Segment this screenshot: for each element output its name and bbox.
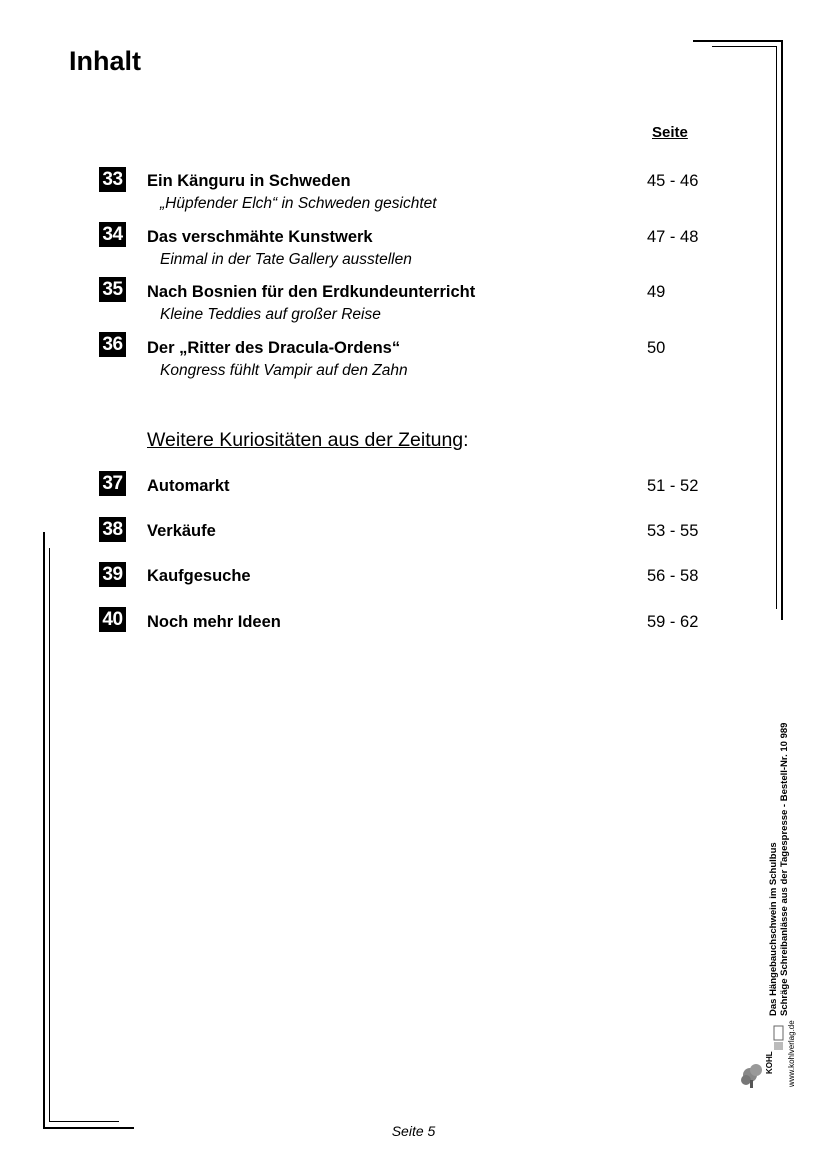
entry-number: 36 bbox=[99, 332, 126, 357]
entry-pages: 56 - 58 bbox=[647, 567, 699, 585]
page-column-header: Seite bbox=[652, 124, 688, 141]
entry-number: 38 bbox=[99, 517, 126, 542]
publisher-sidebar bbox=[768, 723, 790, 1016]
entry-subtitle: Kongress fühlt Vampir auf den Zahn bbox=[160, 362, 408, 379]
section-heading bbox=[147, 429, 469, 452]
sidebar-url: www.kohlverlag.de bbox=[787, 1020, 796, 1087]
entry-number: 39 bbox=[99, 562, 126, 587]
entry-number: 35 bbox=[99, 277, 126, 302]
frame-top-right-h2 bbox=[712, 46, 777, 47]
entry-title[interactable]: Kaufgesuche bbox=[147, 567, 251, 585]
entry-title[interactable]: Nach Bosnien für den Erdkundeunterricht bbox=[147, 283, 476, 301]
frame-right-v2 bbox=[776, 46, 777, 609]
entry-pages: 59 - 62 bbox=[647, 613, 699, 631]
entry-pages: 49 bbox=[647, 283, 666, 301]
section-heading-text: Weitere Kuriositäten aus der Zeitung bbox=[147, 429, 464, 451]
entry-subtitle: Einmal in der Tate Gallery ausstellen bbox=[160, 251, 412, 268]
page-footer: Seite 5 bbox=[391, 1123, 436, 1139]
entry-subtitle: „Hüpfender Elch“ in Schweden gesichtet bbox=[160, 195, 437, 212]
entry-title[interactable]: Noch mehr Ideen bbox=[147, 613, 281, 631]
entry-pages: 53 - 55 bbox=[647, 522, 699, 540]
sidebar-line1: Das Hängebauchschwein im Schulbus bbox=[768, 842, 779, 1016]
entry-number: 37 bbox=[99, 471, 126, 496]
sidebar-line2: Schräge Schreibanlässe aus der Tagespresse - Bestell-Nr. 10 989 bbox=[779, 722, 790, 1016]
entry-pages: 51 - 52 bbox=[647, 477, 699, 495]
publisher-logo bbox=[740, 1018, 790, 1090]
entry-title[interactable]: Verkäufe bbox=[147, 522, 216, 540]
entry-number: 40 bbox=[99, 607, 126, 632]
entry-number: 34 bbox=[99, 222, 126, 247]
logo-text: KOHL bbox=[765, 1051, 774, 1074]
entry-subtitle: Kleine Teddies auf großer Reise bbox=[160, 306, 381, 323]
frame-left-v2 bbox=[49, 548, 50, 1121]
entry-pages: 47 - 48 bbox=[647, 228, 699, 246]
frame-left-v1 bbox=[43, 532, 45, 1129]
entry-pages: 45 - 46 bbox=[647, 172, 699, 190]
entry-number: 33 bbox=[99, 167, 126, 192]
entry-pages: 50 bbox=[647, 339, 666, 357]
entry-title[interactable]: Das verschmähte Kunstwerk bbox=[147, 228, 373, 246]
entry-title[interactable]: Ein Känguru in Schweden bbox=[147, 172, 351, 190]
frame-top-right-h1 bbox=[693, 40, 783, 42]
page-title: Inhalt bbox=[69, 46, 141, 76]
entry-title[interactable]: Der „Ritter des Dracula-Ordens“ bbox=[147, 339, 401, 357]
frame-right-v1 bbox=[781, 40, 783, 620]
frame-bottom-h2 bbox=[49, 1121, 119, 1122]
entry-title[interactable]: Automarkt bbox=[147, 477, 230, 495]
section-heading-colon: : bbox=[463, 429, 469, 451]
